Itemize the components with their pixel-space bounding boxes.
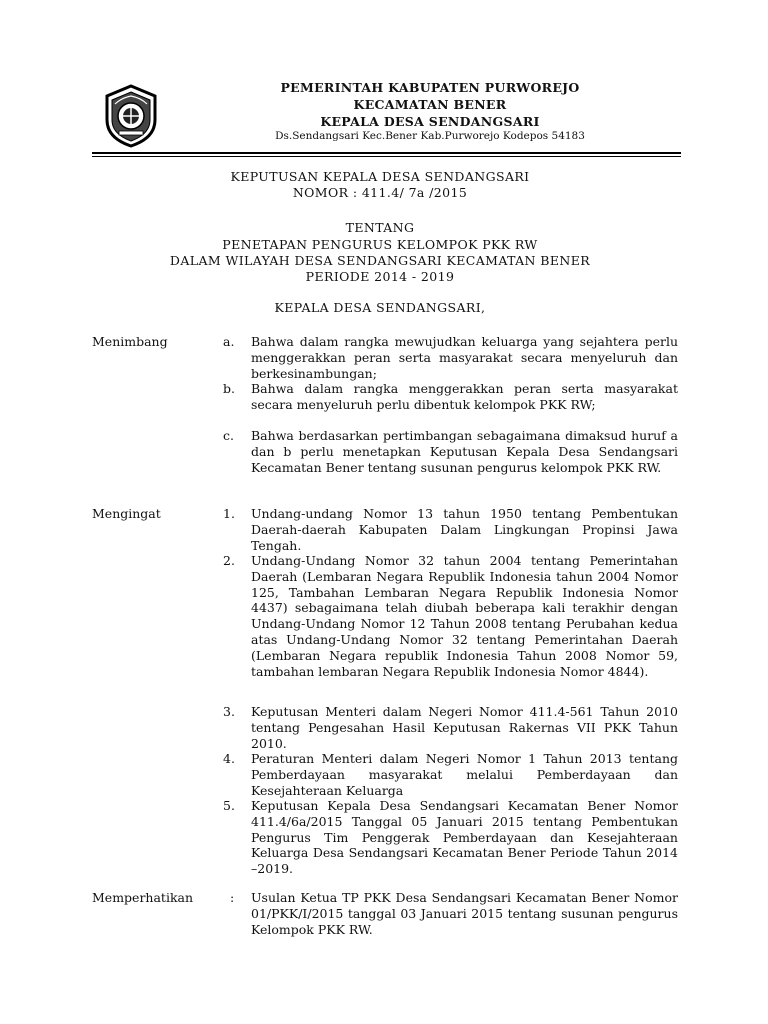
memperhatikan-text: Usulan Ketua TP PKK Desa Sendangsari Kecamatan Bener Nomor 01/PKK/I/2015 tanggal 03 Januari 2015 tentang susunan pengurus Kelompok PKK RW. [251, 890, 678, 937]
mengingat-mark-5: 5. [223, 798, 235, 813]
mengingat-item-3: Keputusan Menteri dalam Negeri Nomor 411.4-561 Tahun 2010 tentang Pengesahan Hasil Keputusan Rakernas VII PKK Tahun 2010. [251, 704, 678, 751]
decree-about-label: TENTANG [345, 220, 415, 235]
decree-subject-line-3: PERIODE 2014 - 2019 [305, 269, 455, 284]
decree-number: NOMOR : 411.4/ 7a /2015 [292, 185, 468, 200]
decree-issuer: KEPALA DESA SENDANGSARI, [274, 300, 486, 315]
letterhead-address: Ds.Sendangsari Kec.Bener Kab.Purworejo Kodepos 54183 [275, 130, 585, 142]
mengingat-label: Mengingat [92, 506, 161, 521]
mengingat-item-4: Peraturan Menteri dalam Negeri Nomor 1 Tahun 2013 tentang Pemberdayaan masyarakat melalui Pemberdayaan dan Kesejahteraan Keluarga [251, 751, 678, 798]
decree-subject-line-1: PENETAPAN PENGURUS KELOMPOK PKK RW [222, 237, 538, 252]
mengingat-mark-1: 1. [223, 506, 235, 521]
decree-title: KEPUTUSAN KEPALA DESA SENDANGSARI [230, 169, 530, 184]
letterhead-village-head: KEPALA DESA SENDANGSARI [320, 114, 540, 129]
letterhead-rule [92, 152, 681, 154]
memperhatikan-label: Memperhatikan [92, 890, 194, 905]
mengingat-mark-3: 3. [223, 704, 235, 719]
menimbang-mark-c: c. [223, 428, 234, 443]
regency-emblem-icon [103, 84, 159, 148]
mengingat-item-1: Undang-undang Nomor 13 tahun 1950 tentang Pembentukan Daerah-daerah Kabupaten Dalam Lingkungan Propinsi Jawa Tengah. [251, 506, 678, 553]
menimbang-item-b: Bahwa dalam rangka menggerakkan peran serta masyarakat secara menyeluruh perlu dibentuk kelompok PKK RW; [251, 381, 678, 412]
letterhead-rule-thin [92, 156, 681, 157]
menimbang-item-c: Bahwa berdasarkan pertimbangan sebagaimana dimaksud huruf a dan b perlu menetapkan Keputusan Kepala Desa Sendangsari Kecamatan Bener tentang susunan pengurus kelompok PKK RW. [251, 428, 678, 475]
decree-subject-line-2: DALAM WILAYAH DESA SENDANGSARI KECAMATAN BENER [169, 253, 591, 268]
menimbang-mark-a: a. [223, 334, 235, 349]
mengingat-item-5: Keputusan Kepala Desa Sendangsari Kecamatan Bener Nomor 411.4/6a/2015 Tanggal 05 Januari 2015 tentang Pembentukan Pengurus Tim Penggerak Pemberdayaan dan Kesejahteraan Keluarga Desa Sendangsari Kecamatan Bener Periode Tahun 2014 –2019. [251, 798, 678, 877]
letterhead-government: PEMERINTAH KABUPATEN PURWOREJO [280, 80, 580, 95]
menimbang-item-a: Bahwa dalam rangka mewujudkan keluarga yang sejahtera perlu menggerakkan peran serta masyarakat secara menyeluruh dan berkesinambungan; [251, 334, 678, 381]
mengingat-mark-4: 4. [223, 751, 235, 766]
mengingat-item-2: Undang-Undang Nomor 32 tahun 2004 tentang Pemerintahan Daerah (Lembaran Negara Republik Indonesia tahun 2004 Nomor 125, Tambahan Lembaran Negara Republik Indonesia Nomor 4437) sebagaimana telah diubah beberapa kali terakhir dengan Undang-Undang Nomor 12 Tahun 2008 tentang Perubahan kedua atas Undang-Undang Nomor 32 tentang Pemerintahan Daerah (Lembaran Negara republik Indonesia Tahun 2008 Nomor 59, tambahan lembaran Negara Republik Indonesia Nomor 4844). [251, 553, 678, 679]
menimbang-label: Menimbang [92, 334, 168, 349]
memperhatikan-colon: : [230, 890, 235, 905]
letterhead-district: KECAMATAN BENER [353, 97, 507, 112]
mengingat-mark-2: 2. [223, 553, 235, 568]
menimbang-mark-b: b. [223, 381, 235, 396]
